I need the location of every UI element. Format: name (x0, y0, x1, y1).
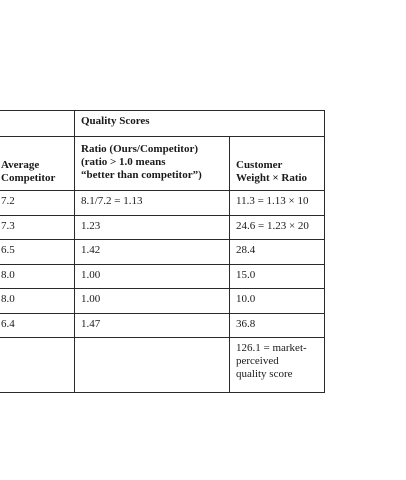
column-header-row (0, 137, 325, 191)
total-line: quality score (236, 368, 293, 380)
table-row (0, 313, 325, 338)
total-row (0, 338, 325, 393)
cell-weight: 24.6 = 1.23 × 20 (230, 215, 325, 240)
quality-scores-table (0, 110, 325, 393)
header-line: Average (1, 159, 40, 171)
cell-ratio: 1.00 (75, 289, 230, 314)
cell-ratio: 1.23 (75, 215, 230, 240)
header-line: “better than competitor”) (81, 169, 202, 181)
cell-ratio: 1.00 (75, 264, 230, 289)
cell-average: 6.5 (0, 240, 75, 265)
table-title-row (0, 111, 325, 137)
cell-ratio: 8.1/7.2 = 1.13 (75, 191, 230, 216)
header-line: Customer (236, 159, 283, 171)
header-line: Ratio (Ours/Competitor) (81, 143, 199, 155)
cell-weight: 28.4 (230, 240, 325, 265)
cell-ratio (75, 338, 230, 393)
quality-scores-heading: Quality Scores (75, 111, 325, 137)
cell-total-score (230, 338, 325, 393)
cell-average: 6.4 (0, 313, 75, 338)
cell-average: 8.0 (0, 289, 75, 314)
table-row (0, 289, 325, 314)
total-line: perceived (236, 355, 279, 367)
header-average-competitor (0, 137, 75, 191)
table-row (0, 264, 325, 289)
cell-average: 7.2 (0, 191, 75, 216)
cell-weight: 11.3 = 1.13 × 10 (230, 191, 325, 216)
cell-ratio: 1.42 (75, 240, 230, 265)
header-line: Weight × Ratio (236, 172, 308, 184)
total-line: 126.1 = market- (236, 342, 307, 354)
header-customer-weight-ratio (230, 137, 325, 191)
cell-weight: 36.8 (230, 313, 325, 338)
cell-weight: 10.0 (230, 289, 325, 314)
table-row (0, 191, 325, 216)
header-line: (ratio > 1.0 means (81, 156, 166, 168)
header-line: Competitor (1, 172, 56, 184)
table-row (0, 215, 325, 240)
header-ratio (75, 137, 230, 191)
cell-weight: 15.0 (230, 264, 325, 289)
title-spacer-cell (0, 111, 75, 137)
cell-average: 8.0 (0, 264, 75, 289)
table-row (0, 240, 325, 265)
cell-average (0, 338, 75, 393)
cell-ratio: 1.47 (75, 313, 230, 338)
cell-average: 7.3 (0, 215, 75, 240)
